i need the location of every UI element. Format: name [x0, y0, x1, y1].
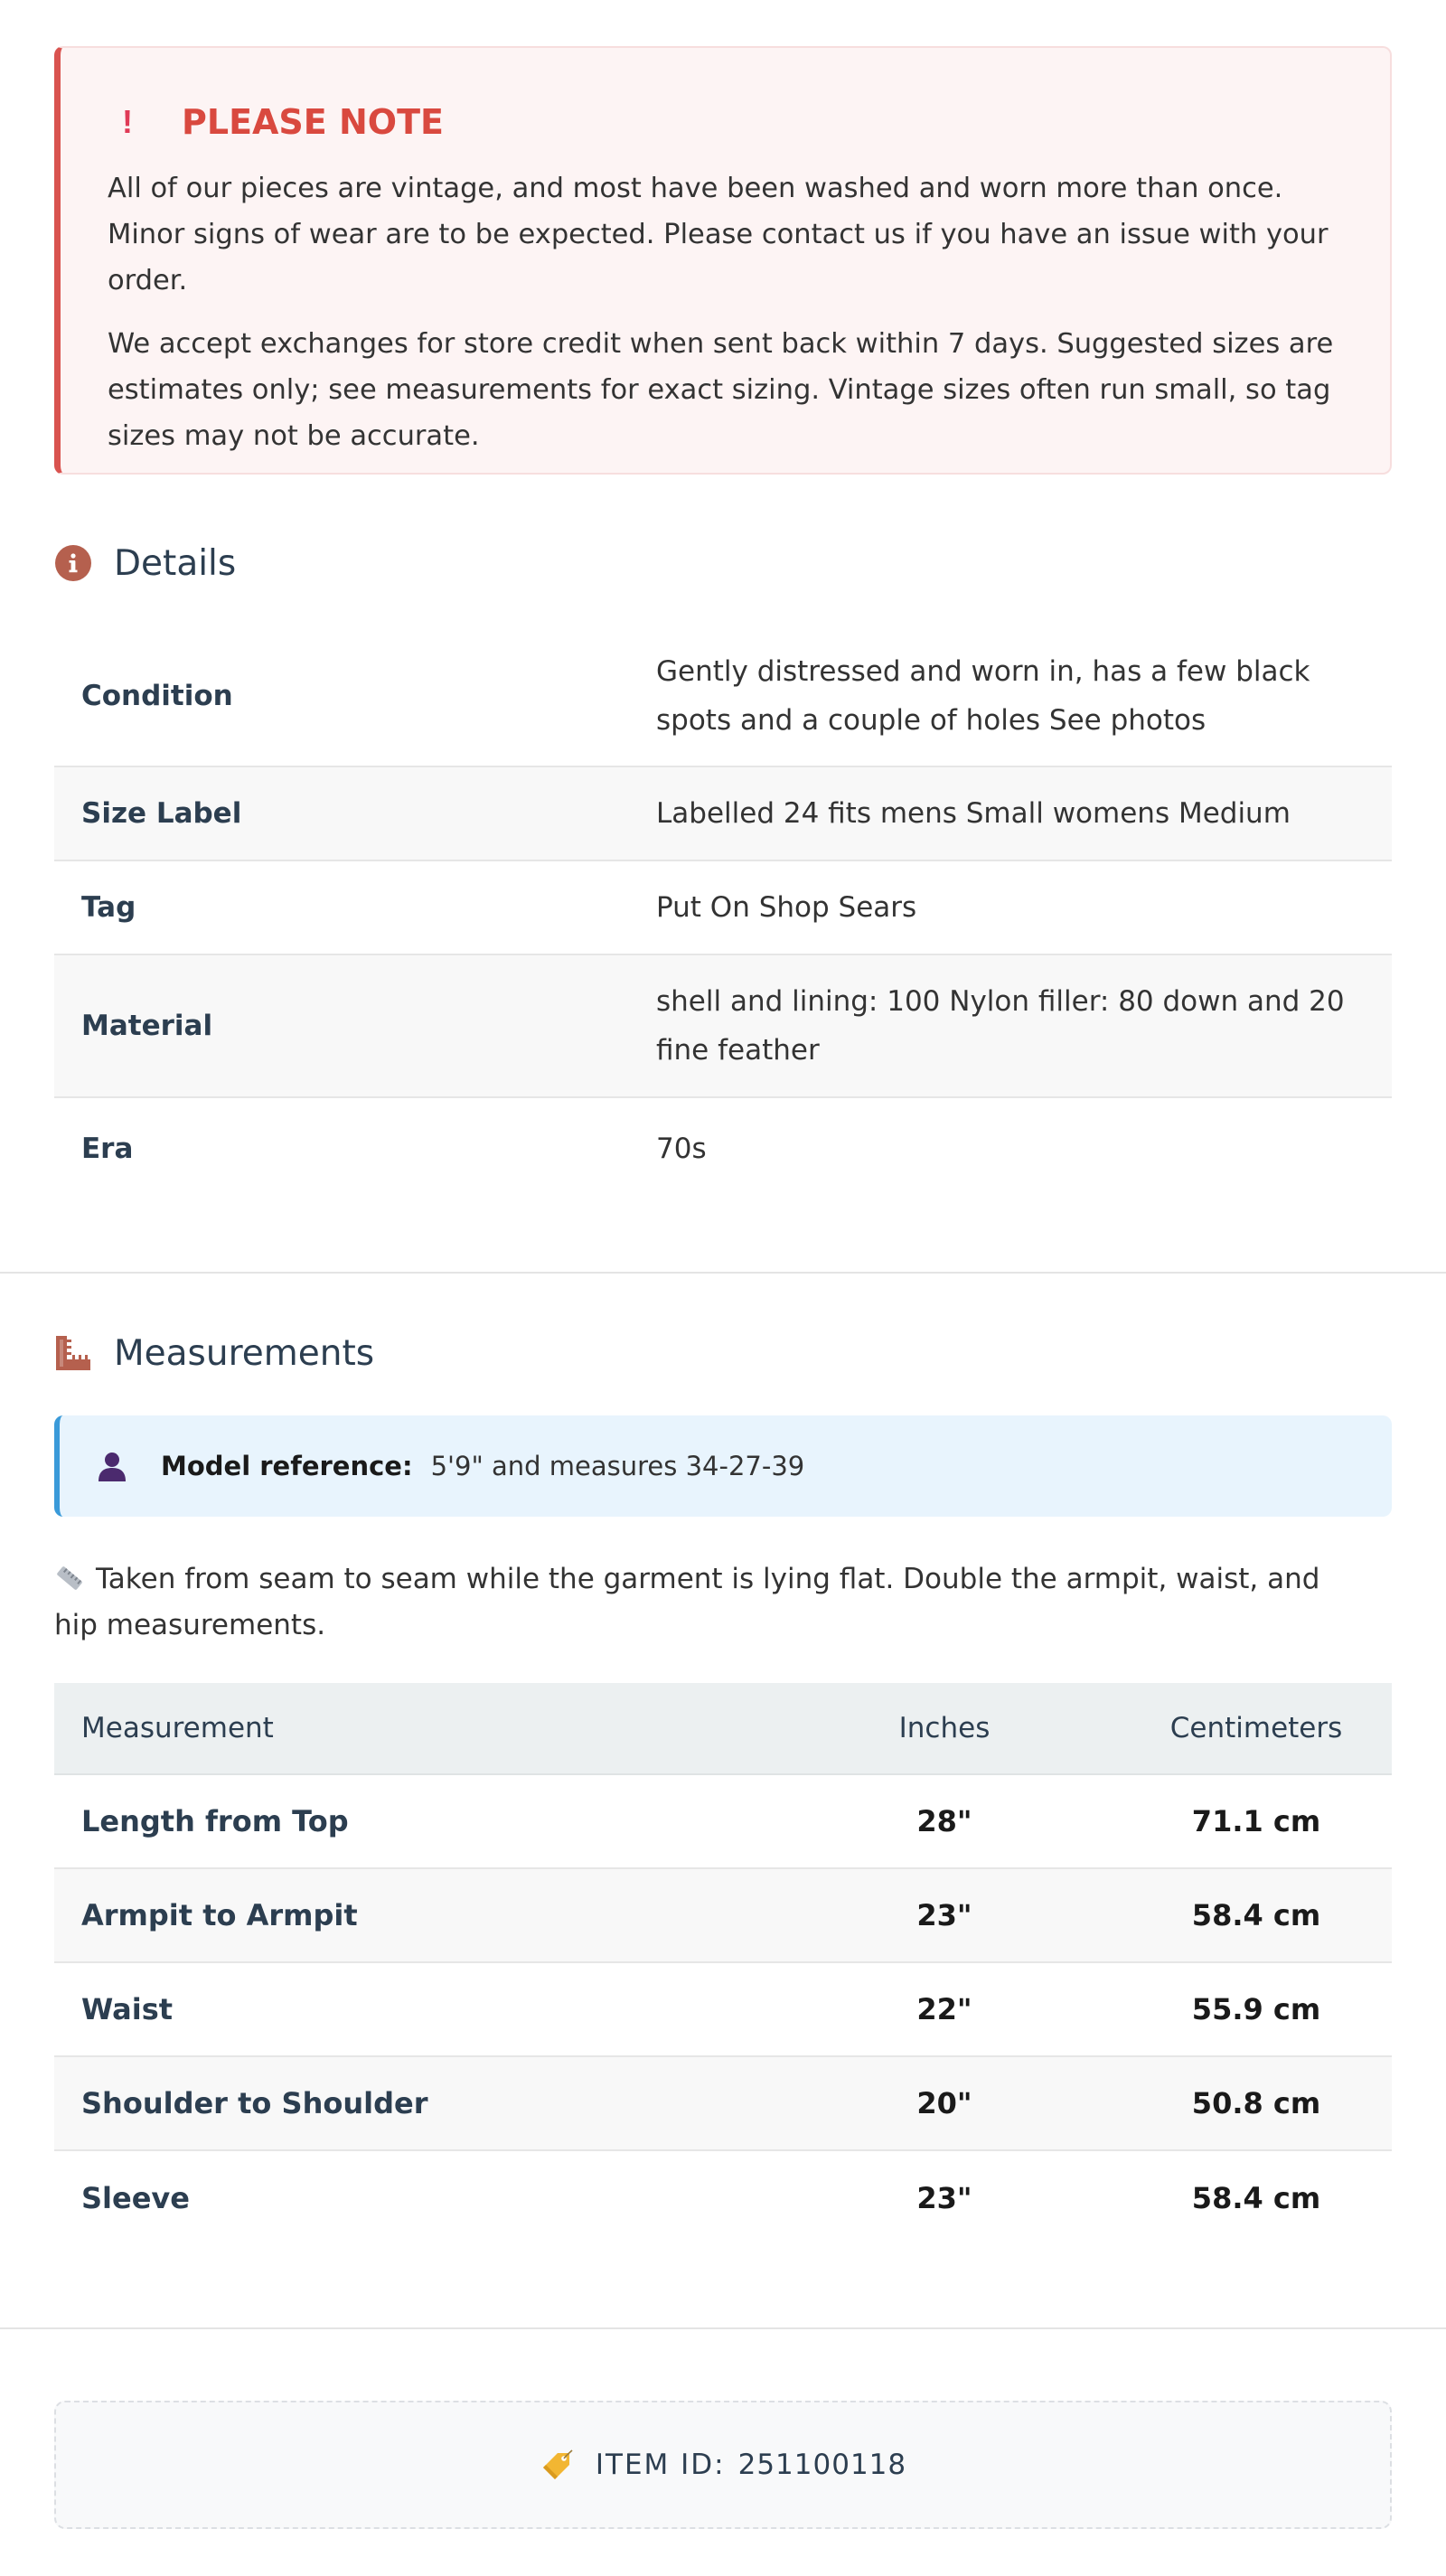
- measurement-inches: 23": [916, 1898, 972, 1932]
- detail-value: 70s: [656, 1133, 707, 1165]
- detail-value: Labelled 24 fits mens Small womens Medium: [656, 797, 1291, 830]
- measurement-cm: 58.4 cm: [1191, 2181, 1321, 2215]
- measurement-inches: 28": [916, 1804, 972, 1838]
- column-header: Centimeters: [1169, 1712, 1343, 1744]
- measurement-inches: 20": [916, 2086, 972, 2120]
- measurement-cm: 50.8 cm: [1191, 2086, 1321, 2120]
- table-row: [54, 1098, 1392, 1199]
- measurement-name: Waist: [81, 1992, 174, 2026]
- table-row: [54, 1963, 1392, 2057]
- notice-title: PLEASE NOTE: [182, 102, 444, 142]
- measurements-table: [54, 1683, 1392, 2245]
- detail-value: Put On Shop Sears: [656, 891, 917, 924]
- column-header: Inches: [898, 1712, 991, 1744]
- detail-value: shell and lining: 100 Nylon filler: 80 down and 20 fine feather: [656, 985, 1345, 1067]
- detail-label: Condition: [81, 680, 233, 712]
- measurement-cm: 55.9 cm: [1191, 1992, 1321, 2026]
- measurement-name: Length from Top: [81, 1804, 349, 1838]
- measurement-cm: 71.1 cm: [1191, 1804, 1321, 1838]
- table-row: [54, 2151, 1392, 2245]
- measurement-cm: 58.4 cm: [1191, 1898, 1321, 1932]
- detail-label: Tag: [81, 891, 136, 924]
- table-row: [54, 626, 1392, 767]
- user-icon: [96, 1450, 128, 1482]
- measurement-inches: 23": [916, 2181, 972, 2215]
- measurements-title: Measurements: [114, 1332, 375, 1374]
- measurement-name: Shoulder to Shoulder: [81, 2086, 428, 2120]
- measurement-name: Armpit to Armpit: [81, 1898, 358, 1932]
- model-reference-label: Model reference:: [161, 1451, 413, 1481]
- table-row: [54, 1775, 1392, 1869]
- item-id-box: [54, 2401, 1392, 2529]
- tag-icon: [540, 2448, 574, 2482]
- item-id-value: 251100118: [737, 2449, 907, 2481]
- table-row: [54, 955, 1392, 1098]
- ruler-icon: [54, 1334, 92, 1372]
- measurements-heading: [54, 1330, 374, 1376]
- details-table: [54, 626, 1392, 1199]
- section-divider: [0, 2327, 1446, 2329]
- notice-paragraph: We accept exchanges for store credit when sent back within 7 days. Suggested sizes are estimates only; see measurements for exact sizing. Vintage sizes often run small, so tag sizes may not be accurate.: [108, 328, 1334, 452]
- notice-box: [54, 46, 1392, 475]
- measurement-inches: 22": [916, 1992, 972, 2026]
- info-circle-icon: [54, 544, 92, 582]
- notice-paragraph: All of our pieces are vintage, and most have been washed and worn more than once. Minor signs of wear are to be expected. Please contact us if you have an issue with your order.: [108, 173, 1329, 296]
- table-row: [54, 861, 1392, 955]
- measurement-note-text: Taken from seam to seam while the garment is lying flat. Double the armpit, waist, and hip measurements.: [54, 1563, 1320, 1641]
- column-header: Measurement: [81, 1712, 274, 1744]
- table-row: [54, 1869, 1392, 1963]
- notice-header: [108, 100, 1345, 144]
- measurement-note: [54, 1556, 1356, 1649]
- detail-value: Gently distressed and worn in, has a few black spots and a couple of holes See photos: [656, 655, 1310, 737]
- table-header-row: [54, 1683, 1392, 1775]
- model-reference-value: 5'9" and measures 34-27-39: [430, 1451, 805, 1481]
- detail-label: Era: [81, 1133, 134, 1165]
- model-reference-box: [54, 1415, 1392, 1517]
- details-heading: [54, 541, 236, 586]
- table-row: [54, 767, 1392, 861]
- detail-label: Size Label: [81, 797, 242, 830]
- detail-label: Material: [81, 1010, 213, 1042]
- details-title: Details: [114, 542, 237, 584]
- section-divider: [0, 1272, 1446, 1274]
- item-id-label: ITEM ID:: [595, 2449, 726, 2481]
- measurement-name: Sleeve: [81, 2181, 190, 2215]
- table-row: [54, 2057, 1392, 2151]
- ruler-emoji-icon: [54, 1562, 85, 1593]
- exclamation-icon: !: [122, 103, 133, 140]
